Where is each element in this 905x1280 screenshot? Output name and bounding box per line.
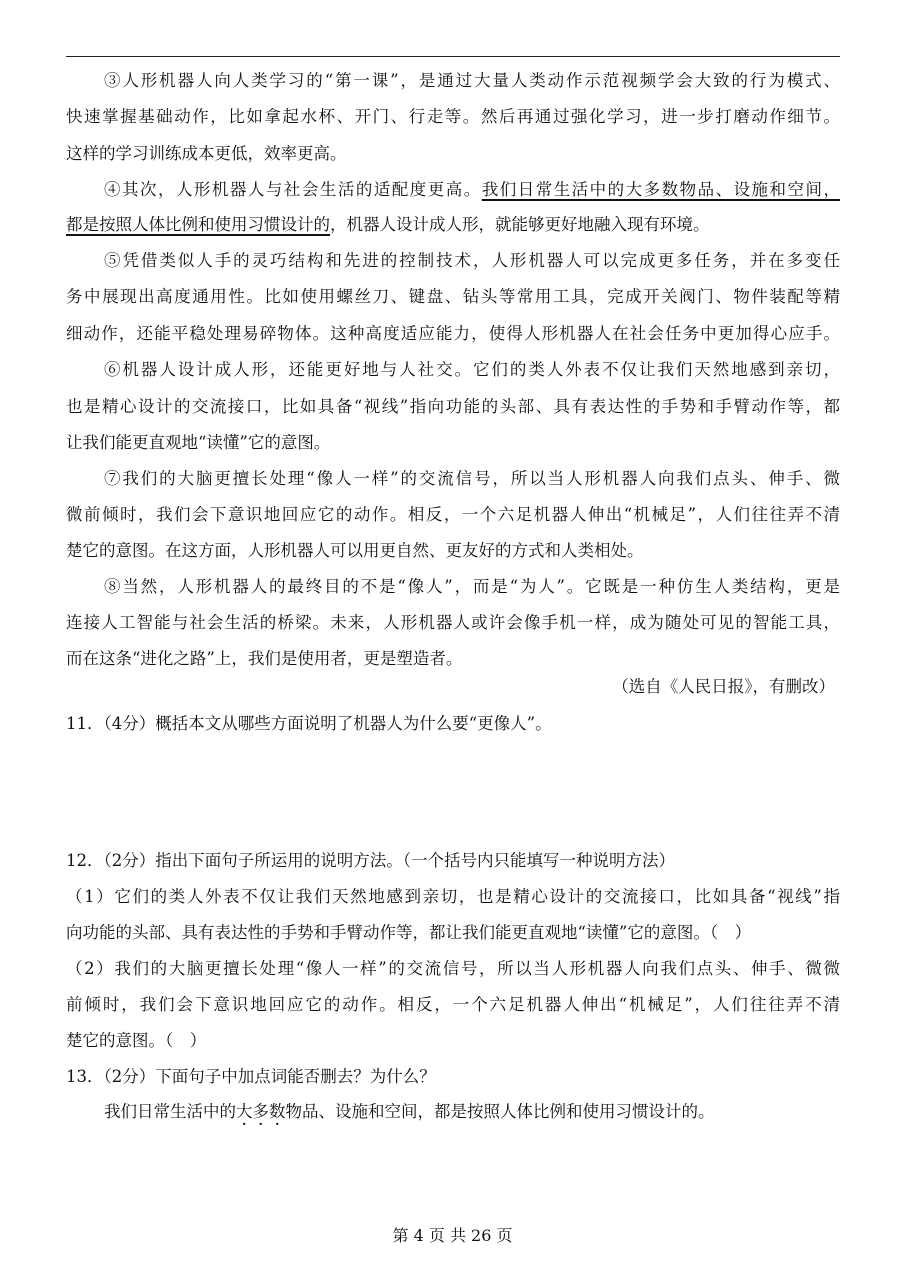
- source-citation: （选自《人民日报》，有删改）: [612, 677, 835, 696]
- question-12-sub-2-line-3: 楚它的意图。（ ）: [66, 1031, 207, 1050]
- sentence-text: 我们日常生活中的: [104, 1102, 236, 1121]
- para-5-line-3: 细动作，还能平稳处理易碎物体。这种高度适应能力，使得人形机器人在社会任务中更加得心应手。: [66, 324, 840, 343]
- header-rule: [66, 56, 840, 57]
- para-4-line-2: [66, 215, 840, 235]
- question-12-sub-1-line-2: 向功能的头部、具有表达性的手势和手臂动作等，都让我们能更直观地“读懂”它的意图。（ ）: [66, 923, 752, 942]
- para-8-line-3: 而在这条“进化之路”上，我们是使用者，更是塑造者。: [66, 649, 463, 668]
- para-5-line-1: ⑤凭借类似人手的灵巧结构和先进的控制技术，人形机器人可以完成更多任务，并在多变任: [104, 251, 840, 270]
- para-8-line-1: ⑧当然，人形机器人的最终目的不是“像人”，而是“为人”。它既是一种仿生人类结构，更是: [104, 577, 840, 596]
- para-7-line-3: 楚它的意图。在这方面，人形机器人可以用更自然、更友好的方式和人类相处。: [66, 541, 644, 560]
- emphasis-dotted-char: 多: [252, 1102, 269, 1121]
- question-12-stem: 12．（2分）指出下面句子所运用的说明方法。（一个括号内只能填写一种说明方法）: [66, 851, 675, 870]
- para-5-line-2: 务中展现出高度通用性。比如使用螺丝刀、键盘、钻头等常用工具，完成开关阀门、物件装配等精: [66, 287, 840, 306]
- para-6-line-1: ⑥机器人设计成人形，还能更好地与人社交。它们的类人外表不仅让我们天然地感到亲切，: [104, 360, 840, 379]
- question-11: 11．（4分）概括本文从哪些方面说明了机器人为什么要“更像人”。: [66, 714, 552, 733]
- para-8-line-2: 连接人工智能与社会生活的桥梁。未来，人形机器人或许会像手机一样，成为随处可见的智能工具，: [66, 613, 840, 632]
- question-12-sub-2-line-2: 前倾时，我们会下意识地回应它的动作。相反，一个六足机器人伸出“机械足”，人们往往弄不清: [66, 995, 840, 1014]
- para-7-line-2: 微前倾时，我们会下意识地回应它的动作。相反，一个六足机器人伸出“机械足”，人们往往弄不清: [66, 505, 840, 524]
- para-3-line-1: ③人形机器人向人类学习的“第一课”，是通过大量人类动作示范视频学会大致的行为模式、: [104, 71, 840, 90]
- para-4-line-1: [104, 180, 840, 200]
- underlined-sentence-cont: 都是按照人体比例和使用习惯设计的: [66, 215, 330, 234]
- para-7-line-1: ⑦我们的大脑更擅长处理“像人一样”的交流信号，所以当人形机器人向我们点头、伸手、微: [104, 469, 840, 488]
- para-6-line-2: 也是精心设计的交流接口，比如具备“视线”指向功能的头部、具有表达性的手势和手臂动作等，都: [66, 397, 840, 416]
- underlined-sentence: 我们日常生活中的大多数物品、设施和空间，: [481, 180, 841, 199]
- question-12-sub-2-line-1: （2）我们的大脑更擅长处理“像人一样”的交流信号，所以当人形机器人向我们点头、伸手、微微: [66, 959, 840, 978]
- emphasis-dotted-char: 大: [236, 1102, 253, 1121]
- question-13-stem: 13．（2分）下面句子中加点词能否删去？为什么？: [66, 1067, 436, 1086]
- para-3-line-2: 快速掌握基础动作，比如拿起水杯、开门、行走等。然后再通过强化学习，进一步打磨动作细节。: [66, 107, 840, 126]
- para-6-line-3: 让我们能更直观地“读懂”它的意图。: [66, 433, 331, 452]
- para-3-line-3: 这样的学习训练成本更低，效率更高。: [66, 144, 347, 163]
- para-4-text-cont: ，机器人设计成人形，就能够更好地融入现有环境。: [330, 215, 710, 234]
- question-12-sub-1-line-1: （1）它们的类人外表不仅让我们天然地感到亲切，也是精心设计的交流接口，比如具备“视线”指: [66, 887, 840, 906]
- question-13-sentence: [104, 1102, 840, 1122]
- emphasis-dotted-char: 数: [269, 1102, 286, 1121]
- page-number: 第 4 页 共 26 页: [392, 1226, 513, 1245]
- sentence-text-cont: 物品、设施和空间，都是按照人体比例和使用习惯设计的。: [285, 1102, 715, 1121]
- para-4-text: ④其次，人形机器人与社会生活的适配度更高。: [104, 180, 482, 199]
